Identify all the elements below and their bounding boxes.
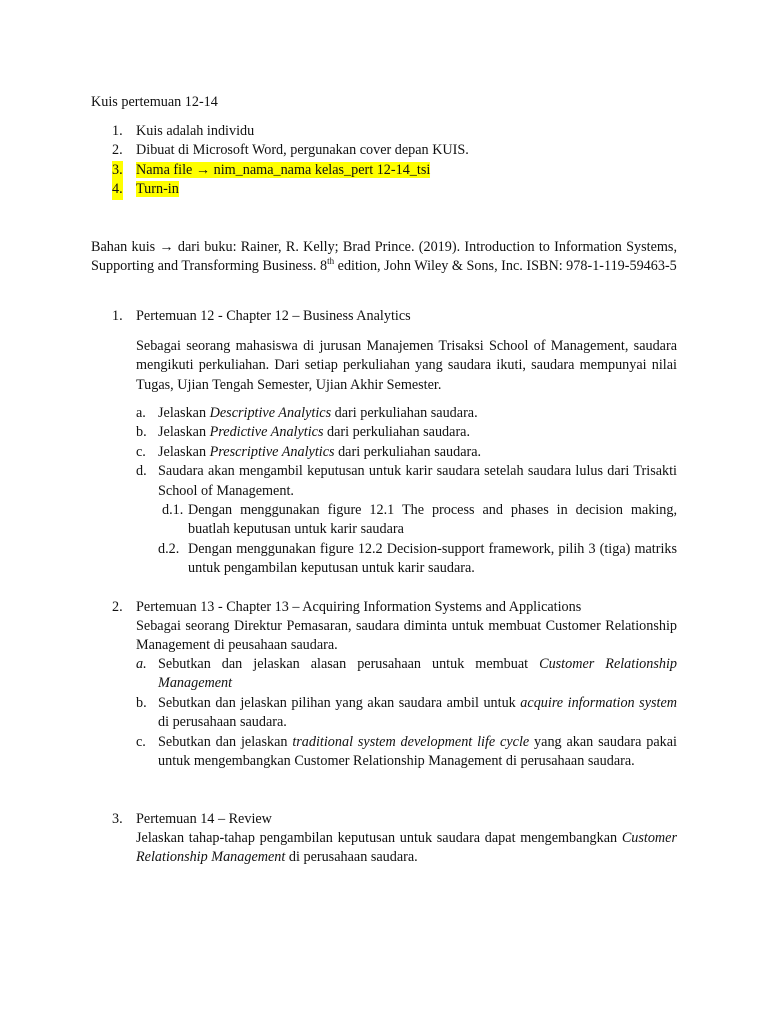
rule-number: 2. bbox=[112, 142, 123, 159]
question-item bbox=[136, 462, 677, 501]
section-title: Pertemuan 12 - Chapter 12 – Business Analytics bbox=[136, 308, 411, 324]
question-text: Jelaskan bbox=[158, 424, 210, 441]
subquestion-label: d.1. bbox=[162, 502, 184, 519]
question-term: Prescriptive Analytics bbox=[209, 443, 335, 460]
subquestion-text: Dengan menggunakan figure 12.1 The process and phases in decision making, buatlah keputusan untuk karir saudara bbox=[188, 502, 677, 538]
subquestion-item bbox=[136, 501, 677, 540]
question-text: dari perkuliahan saudara. bbox=[323, 424, 471, 441]
question-label: c. bbox=[136, 733, 146, 750]
section-2-heading bbox=[112, 598, 677, 617]
question-item bbox=[136, 423, 677, 442]
question-term: traditional system development life cycle bbox=[292, 733, 530, 750]
question-term: Descriptive Analytics bbox=[209, 405, 332, 421]
section-1-intro: Sebagai seorang mahasiswa di jurusan Manajemen Trisaksi School of Management, saudara mengikuti perkuliahan. Dari setiap perkuliahan yang saudara ikuti, saudara mempunyai nilai Tugas, Ujian Tengah Semester, Ujian Akhir Semester. bbox=[136, 338, 677, 393]
section-1-questions bbox=[136, 404, 677, 579]
question-label: a. bbox=[136, 656, 147, 672]
document-title: Kuis pertemuan 12-14 bbox=[91, 94, 218, 110]
source-paragraph bbox=[91, 238, 677, 277]
question-label: a. bbox=[136, 405, 146, 421]
rule-text: Turn-in bbox=[136, 181, 179, 198]
section-text: di perusahaan saudara. bbox=[285, 849, 418, 866]
question-text: dari perkuliahan saudara. bbox=[331, 405, 478, 421]
rule-text: Dibuat di Microsoft Word, pergunakan cover depan KUIS. bbox=[136, 142, 469, 159]
question-text: Sebutkan dan jelaskan alasan perusahaan untuk membuat bbox=[158, 656, 540, 672]
section-1-heading bbox=[112, 307, 677, 326]
question-label: b. bbox=[136, 424, 147, 441]
edition-superscript: th bbox=[327, 255, 335, 266]
question-item bbox=[136, 443, 677, 462]
question-item bbox=[136, 404, 677, 423]
question-label: b. bbox=[136, 694, 147, 711]
question-text: dari perkuliahan saudara. bbox=[334, 443, 482, 460]
rule-item-highlighted bbox=[112, 161, 532, 180]
section-term: Customer Relationship Management bbox=[136, 830, 677, 866]
section-3-body bbox=[136, 829, 677, 868]
subquestion-label: d.2. bbox=[158, 540, 180, 557]
source-text: Bahan kuis → dari buku: Rainer, R. Kelly; Brad Prince. (2019). Introduction to Information Systems, Supporting and Transforming Business. 8 bbox=[91, 239, 677, 275]
question-term: Customer Relationship Management bbox=[158, 656, 678, 692]
question-item bbox=[136, 694, 677, 733]
subquestion-item bbox=[136, 540, 677, 579]
rule-number: 3. bbox=[112, 161, 123, 180]
source-text-end: edition, John Wiley & Sons, Inc. ISBN: 978-1-119-59463-5 bbox=[334, 258, 677, 275]
question-text: Jelaskan bbox=[158, 443, 210, 460]
section-text: Jelaskan tahap-tahap pengambilan keputusan untuk saudara dapat mengembangkan bbox=[136, 830, 622, 846]
question-term: Predictive Analytics bbox=[209, 424, 324, 441]
question-item bbox=[136, 655, 677, 694]
question-text: di perusahaan saudara. bbox=[158, 714, 287, 731]
rule-item bbox=[112, 122, 532, 141]
section-number: 2. bbox=[112, 599, 123, 615]
rule-text: Nama file → nim_nama_nama kelas_pert 12-14_tsi bbox=[136, 161, 431, 178]
section-3-heading bbox=[112, 810, 677, 829]
question-text: Saudara akan mengambil keputusan untuk karir saudara setelah saudara lulus dari Trisakti School of Management. bbox=[158, 463, 677, 499]
question-text: Sebutkan dan jelaskan bbox=[158, 733, 293, 750]
rule-number: 4. bbox=[112, 180, 123, 199]
question-label: d. bbox=[136, 463, 147, 480]
question-text: Jelaskan bbox=[158, 405, 210, 421]
section-number: 3. bbox=[112, 811, 123, 827]
section-number: 1. bbox=[112, 308, 123, 324]
section-title: Pertemuan 14 – Review bbox=[136, 811, 272, 827]
subquestion-text: Dengan menggunakan figure 12.2 Decision-support framework, pilih 3 (tiga) matriks untuk pengambilan keputusan untuk karir saudara. bbox=[188, 540, 677, 577]
rule-number: 1. bbox=[112, 123, 123, 139]
rule-text: Kuis adalah individu bbox=[136, 123, 255, 139]
question-text: Sebutkan dan jelaskan pilihan yang akan saudara ambil untuk bbox=[158, 694, 521, 711]
question-text: yang akan saudara pakai untuk mengembangkan Customer Relationship Management di perusahaan saudara. bbox=[158, 733, 678, 770]
rule-item-highlighted bbox=[112, 180, 532, 199]
question-term: acquire information system bbox=[520, 694, 678, 711]
question-item bbox=[136, 733, 677, 772]
section-2-intro: Sebagai seorang Direktur Pemasaran, saudara diminta untuk membuat Customer Relationship Management di peusahaan saudara. bbox=[136, 618, 677, 654]
question-label: c. bbox=[136, 443, 146, 460]
section-title: Pertemuan 13 - Chapter 13 – Acquiring Information Systems and Applications bbox=[136, 599, 582, 615]
rules-list bbox=[112, 122, 532, 200]
section-2-questions bbox=[136, 655, 677, 771]
rule-item bbox=[112, 141, 532, 160]
